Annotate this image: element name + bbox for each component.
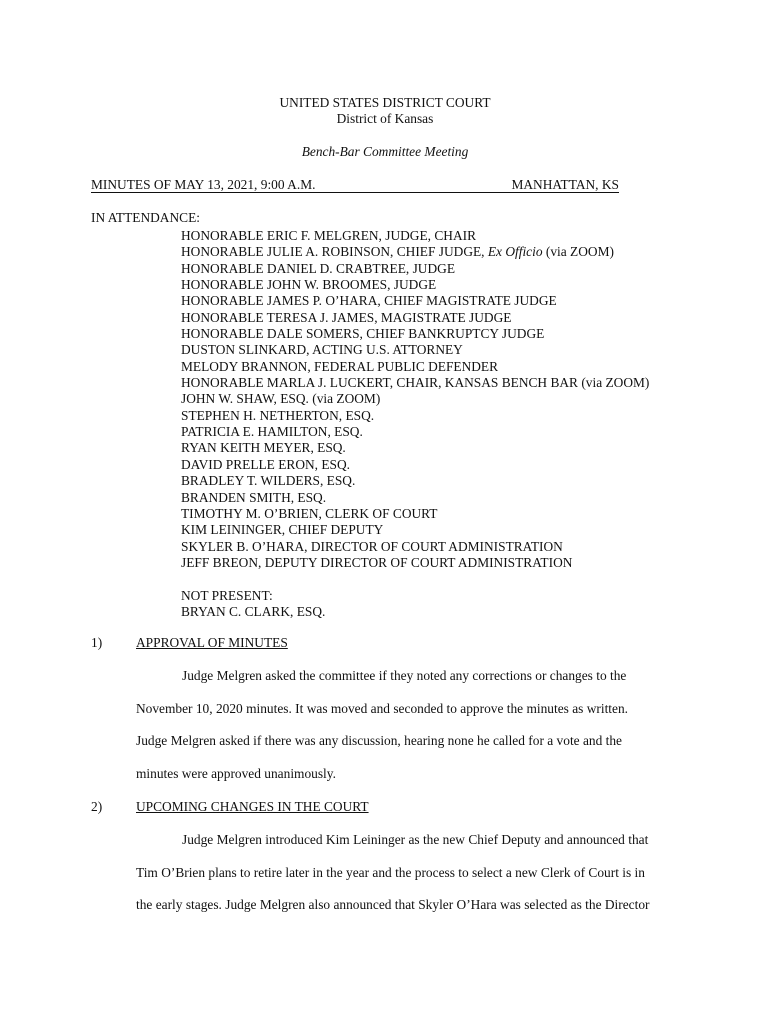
body-line: minutes were approved unanimously. bbox=[136, 765, 336, 781]
attendee: PATRICIA E. HAMILTON, ESQ. bbox=[181, 424, 363, 440]
attendee-list bbox=[181, 228, 649, 620]
attendee: HONORABLE DALE SOMERS, CHIEF BANKRUPTCY JUDGE bbox=[181, 326, 545, 342]
attendee: RYAN KEITH MEYER, ESQ. bbox=[181, 440, 346, 456]
attendee: BRADLEY T. WILDERS, ESQ. bbox=[181, 473, 356, 489]
section-title: APPROVAL OF MINUTES bbox=[136, 635, 288, 650]
attendee: HONORABLE TERESA J. JAMES, MAGISTRATE JUDGE bbox=[181, 309, 512, 325]
section-body bbox=[136, 660, 676, 790]
attendee: JEFF BREON, DEPUTY DIRECTOR OF COURT ADMINISTRATION bbox=[181, 554, 573, 570]
body-line: Judge Melgren asked if there was any discussion, hearing none he called for a vote and the bbox=[136, 733, 622, 749]
attendee: BRANDEN SMITH, ESQ. bbox=[181, 489, 327, 505]
attendee: HONORABLE JULIE A. ROBINSON, CHIEF JUDGE, Ex Officio (via ZOOM) bbox=[181, 244, 614, 260]
attendee: MELODY BRANNON, FEDERAL PUBLIC DEFENDER bbox=[181, 358, 499, 374]
minutes-date: MINUTES OF MAY 13, 2021, 9:00 A.M. bbox=[91, 177, 316, 192]
meeting-location: MANHATTAN, KS bbox=[511, 177, 619, 192]
attendee: HONORABLE JAMES P. O’HARA, CHIEF MAGISTRATE JUDGE bbox=[181, 293, 557, 309]
attendee: KIM LEININGER, CHIEF DEPUTY bbox=[181, 522, 384, 538]
attendee: HONORABLE JOHN W. BROOMES, JUDGE bbox=[181, 277, 437, 293]
attendee: DUSTON SLINKARD, ACTING U.S. ATTORNEY bbox=[181, 342, 463, 358]
body-line: Judge Melgren asked the committee if they noted any corrections or changes to the bbox=[182, 668, 627, 683]
absent-attendee: BRYAN C. CLARK, ESQ. bbox=[181, 603, 326, 619]
section-title: UPCOMING CHANGES IN THE COURT bbox=[136, 799, 369, 814]
district-name: District of Kansas bbox=[336, 111, 434, 126]
attendee: HONORABLE DANIEL D. CRABTREE, JUDGE bbox=[181, 260, 455, 276]
section-number: 2) bbox=[91, 799, 103, 814]
body-line: Tim O’Brien plans to retire later in the year and the process to select a new Clerk of Court is in bbox=[136, 864, 645, 880]
meeting-title: Bench-Bar Committee Meeting bbox=[301, 144, 469, 159]
attendee: HONORABLE ERIC F. MELGREN, JUDGE, CHAIR bbox=[181, 228, 477, 243]
minutes-line bbox=[91, 177, 619, 193]
attendee: JOHN W. SHAW, ESQ. (via ZOOM) bbox=[181, 391, 381, 407]
attendee: TIMOTHY M. O’BRIEN, CLERK OF COURT bbox=[181, 505, 438, 521]
not-present-heading: NOT PRESENT: bbox=[181, 587, 273, 603]
attendance-heading: IN ATTENDANCE: bbox=[91, 210, 200, 225]
body-line: November 10, 2020 minutes. It was moved and seconded to approve the minutes as written. bbox=[136, 700, 628, 716]
section-body bbox=[136, 824, 676, 922]
attendee: DAVID PRELLE ERON, ESQ. bbox=[181, 456, 350, 472]
court-title: UNITED STATES DISTRICT COURT bbox=[279, 95, 491, 110]
body-line: the early stages. Judge Melgren also announced that Skyler O’Hara was selected as the Director bbox=[136, 897, 650, 913]
attendee: HONORABLE MARLA J. LUCKERT, CHAIR, KANSAS BENCH BAR (via ZOOM) bbox=[181, 375, 650, 391]
body-line: Judge Melgren introduced Kim Leininger as the new Chief Deputy and announced that bbox=[182, 832, 649, 847]
section-number: 1) bbox=[91, 635, 103, 650]
attendee: SKYLER B. O’HARA, DIRECTOR OF COURT ADMINISTRATION bbox=[181, 538, 563, 554]
attendee: STEPHEN H. NETHERTON, ESQ. bbox=[181, 407, 375, 423]
